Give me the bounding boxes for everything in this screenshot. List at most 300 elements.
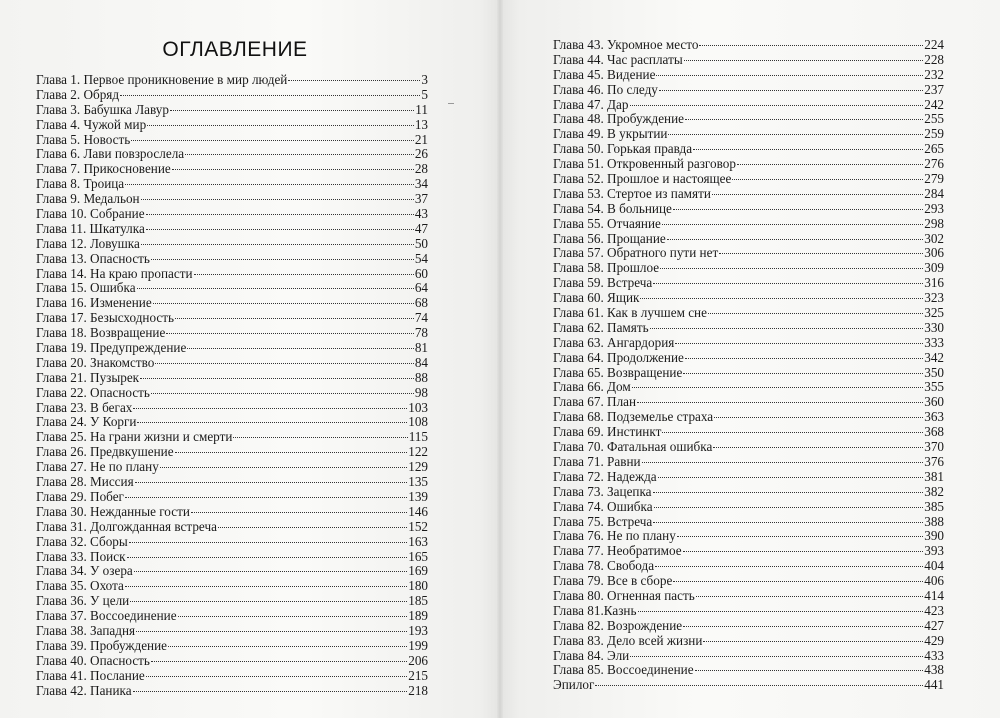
toc-entry bbox=[36, 207, 428, 222]
page-number: 388 bbox=[924, 513, 944, 529]
chapter-title: Глава 4. Чужой мир bbox=[36, 116, 147, 132]
toc-entry bbox=[553, 544, 944, 559]
chapter-title: Глава 57. Обратного пути нет bbox=[553, 245, 719, 261]
toc-entry bbox=[553, 455, 944, 470]
toc-entry bbox=[553, 604, 944, 619]
toc-entry bbox=[36, 401, 428, 416]
page-number: 50 bbox=[414, 235, 428, 251]
dot-leader bbox=[630, 656, 923, 657]
toc-entry bbox=[36, 460, 428, 475]
chapter-title: Глава 22. Опасность bbox=[36, 384, 150, 400]
toc-entry bbox=[36, 639, 428, 654]
dot-leader bbox=[675, 343, 923, 344]
page-number: 199 bbox=[408, 637, 428, 653]
toc-entry bbox=[553, 559, 944, 574]
page-number: 242 bbox=[924, 96, 944, 112]
toc-entry bbox=[553, 83, 944, 98]
toc-entry bbox=[36, 162, 428, 177]
page-number: 265 bbox=[924, 141, 944, 157]
chapter-title: Глава 81.Казнь bbox=[553, 602, 637, 618]
chapter-title: Глава 18. Возвращение bbox=[36, 325, 166, 341]
chapter-title: Глава 5. Новость bbox=[36, 131, 131, 147]
dot-leader bbox=[127, 557, 408, 558]
page-number: 228 bbox=[924, 51, 944, 67]
toc-entry bbox=[36, 371, 428, 386]
toc-entry bbox=[553, 678, 944, 693]
chapter-title: Глава 41. Послание bbox=[36, 667, 145, 683]
page-number: 325 bbox=[924, 305, 944, 321]
chapter-title: Глава 72. Надежда bbox=[553, 468, 657, 484]
chapter-title: Глава 20. Знакомство bbox=[36, 354, 155, 370]
chapter-title: Глава 76. Не по плану bbox=[553, 528, 676, 544]
page-number: 382 bbox=[924, 483, 944, 499]
chapter-title: Глава 42. Паника bbox=[36, 682, 132, 698]
dot-leader bbox=[130, 601, 407, 602]
chapter-title: Глава 26. Предвкушение bbox=[36, 444, 174, 460]
toc-entry bbox=[553, 127, 944, 142]
page-number: 206 bbox=[408, 652, 428, 668]
page-number: 237 bbox=[924, 81, 944, 97]
page-number: 404 bbox=[924, 558, 944, 574]
chapter-title: Глава 13. Опасность bbox=[36, 250, 150, 266]
dot-leader bbox=[696, 596, 923, 597]
page-number: 381 bbox=[924, 468, 944, 484]
page-number: 385 bbox=[924, 498, 944, 514]
page-number: 78 bbox=[414, 325, 428, 341]
toc-entry bbox=[553, 589, 944, 604]
page-number: 43 bbox=[414, 206, 428, 222]
dot-leader bbox=[677, 536, 923, 537]
chapter-title: Глава 24. У Корги bbox=[36, 414, 137, 430]
toc-entry bbox=[553, 246, 944, 261]
toc-entry bbox=[553, 68, 944, 83]
chapter-title: Глава 9. Медальон bbox=[36, 191, 140, 207]
page-number: 163 bbox=[408, 533, 428, 549]
page-number: 363 bbox=[924, 409, 944, 425]
chapter-title: Глава 51. Откровенный разговор bbox=[553, 156, 736, 172]
chapter-title: Глава 27. Не по плану bbox=[36, 459, 159, 475]
chapter-title: Глава 66. Дом bbox=[553, 379, 631, 395]
page-number: 323 bbox=[924, 290, 944, 306]
toc-entry bbox=[553, 53, 944, 68]
chapter-title: Эпилог bbox=[553, 677, 595, 693]
dot-leader bbox=[175, 452, 408, 453]
page-number: 360 bbox=[924, 394, 944, 410]
toc-entry bbox=[553, 217, 944, 232]
page-number: 122 bbox=[408, 444, 428, 460]
toc-entry bbox=[36, 147, 428, 162]
chapter-title: Глава 12. Ловушка bbox=[36, 235, 140, 251]
dot-leader bbox=[170, 110, 414, 111]
dot-leader bbox=[662, 224, 923, 225]
dot-leader bbox=[595, 685, 923, 686]
chapter-title: Глава 78. Свобода bbox=[553, 558, 655, 574]
page-number: 11 bbox=[415, 101, 428, 117]
chapter-title: Глава 48. Пробуждение bbox=[553, 111, 685, 127]
toc-entry bbox=[553, 366, 944, 381]
page-number: 103 bbox=[408, 399, 428, 415]
dot-leader bbox=[737, 164, 923, 165]
dot-leader bbox=[185, 154, 414, 155]
toc-entry bbox=[36, 311, 428, 326]
page-number: 342 bbox=[924, 349, 944, 365]
chapter-title: Глава 8. Троица bbox=[36, 176, 125, 192]
page-number: 368 bbox=[924, 424, 944, 440]
chapter-title: Глава 55. Отчаяние bbox=[553, 215, 661, 231]
toc-entry bbox=[36, 669, 428, 684]
dot-leader bbox=[140, 378, 414, 379]
dot-leader bbox=[233, 437, 407, 438]
toc-entry bbox=[553, 351, 944, 366]
toc-entry bbox=[553, 112, 944, 127]
dot-leader bbox=[191, 512, 407, 513]
dot-leader bbox=[137, 422, 407, 423]
dot-leader bbox=[632, 387, 923, 388]
chapter-title: Глава 75. Встреча bbox=[553, 513, 653, 529]
dot-leader bbox=[656, 75, 923, 76]
toc-entry bbox=[553, 157, 944, 172]
dot-leader bbox=[673, 209, 923, 210]
dot-leader bbox=[683, 551, 924, 552]
chapter-title: Глава 69. Инстинкт bbox=[553, 424, 662, 440]
dot-leader bbox=[712, 194, 923, 195]
chapter-title: Глава 71. Равни bbox=[553, 453, 641, 469]
chapter-title: Глава 21. Пузырек bbox=[36, 369, 140, 385]
dot-leader bbox=[168, 646, 407, 647]
toc-entry bbox=[36, 386, 428, 401]
dot-leader bbox=[133, 408, 407, 409]
chapter-title: Глава 63. Ангардория bbox=[553, 334, 675, 350]
toc-entry bbox=[553, 276, 944, 291]
chapter-title: Глава 47. Дар bbox=[553, 96, 629, 112]
toc-entry bbox=[553, 98, 944, 113]
page-number: 232 bbox=[924, 66, 944, 82]
toc-entry bbox=[553, 485, 944, 500]
page-number: 180 bbox=[408, 578, 428, 594]
toc-entry bbox=[553, 663, 944, 678]
page-number: 255 bbox=[924, 111, 944, 127]
chapter-title: Глава 77. Необратимое bbox=[553, 543, 682, 559]
dot-leader bbox=[153, 303, 414, 304]
dot-leader bbox=[683, 626, 923, 627]
chapter-title: Глава 79. Все в сборе bbox=[553, 573, 673, 589]
dot-leader bbox=[642, 462, 924, 463]
dot-leader bbox=[640, 298, 923, 299]
page-number: 68 bbox=[414, 295, 428, 311]
toc-entry bbox=[553, 500, 944, 515]
page-number: 74 bbox=[414, 310, 428, 326]
chapter-title: Глава 50. Горькая правда bbox=[553, 141, 693, 157]
toc-entry bbox=[553, 380, 944, 395]
page-number: 115 bbox=[408, 429, 428, 445]
toc-entry bbox=[36, 475, 428, 490]
chapter-title: Глава 10. Собрание bbox=[36, 206, 145, 222]
page-number: 81 bbox=[414, 340, 428, 356]
page-number: 259 bbox=[924, 126, 944, 142]
page-number: 393 bbox=[924, 543, 944, 559]
page-number: 309 bbox=[924, 260, 944, 276]
page-number: 218 bbox=[408, 682, 428, 698]
toc-entry bbox=[36, 430, 428, 445]
page-number: 129 bbox=[408, 459, 428, 475]
page-number: 152 bbox=[408, 518, 428, 534]
dot-leader bbox=[714, 417, 923, 418]
chapter-title: Глава 56. Прощание bbox=[553, 230, 666, 246]
dot-leader bbox=[155, 363, 413, 364]
page-number: 376 bbox=[924, 453, 944, 469]
dot-leader bbox=[147, 125, 414, 126]
chapter-title: Глава 59. Встреча bbox=[553, 275, 653, 291]
dot-leader bbox=[708, 313, 923, 314]
dot-leader bbox=[141, 199, 414, 200]
dot-leader bbox=[693, 149, 923, 150]
toc-entry bbox=[553, 470, 944, 485]
toc-entry bbox=[36, 624, 428, 639]
chapter-title: Глава 39. Пробуждение bbox=[36, 637, 168, 653]
dot-leader bbox=[699, 45, 923, 46]
page-number: 146 bbox=[408, 503, 428, 519]
page-number: 84 bbox=[414, 354, 428, 370]
chapter-title: Глава 17. Безысходность bbox=[36, 310, 175, 326]
chapter-title: Глава 85. Воссоединение bbox=[553, 662, 694, 678]
toc-entry bbox=[553, 38, 944, 53]
dot-leader bbox=[135, 482, 408, 483]
dot-leader bbox=[125, 497, 407, 498]
toc-entry bbox=[36, 594, 428, 609]
chapter-title: Глава 11. Шкатулка bbox=[36, 220, 145, 236]
chapter-title: Глава 80. Огненная пасть bbox=[553, 587, 695, 603]
dot-leader bbox=[662, 432, 923, 433]
page-number: 26 bbox=[414, 146, 428, 162]
chapter-title: Глава 43. Укромное место bbox=[553, 37, 699, 52]
page-number: 165 bbox=[408, 548, 428, 564]
page-number: 13 bbox=[414, 116, 428, 132]
page-number: 406 bbox=[924, 573, 944, 589]
chapter-title: Глава 52. Прошлое и настоящее bbox=[553, 171, 732, 187]
toc-entry bbox=[36, 118, 428, 133]
page-number: 370 bbox=[924, 439, 944, 455]
chapter-title: Глава 14. На краю пропасти bbox=[36, 265, 193, 281]
toc-list-left bbox=[36, 73, 428, 698]
chapter-title: Глава 62. Память bbox=[553, 319, 649, 335]
chapter-title: Глава 53. Стертое из памяти bbox=[553, 185, 711, 201]
dot-leader bbox=[719, 253, 923, 254]
toc-entry bbox=[553, 142, 944, 157]
chapter-title: Глава 65. Возвращение bbox=[553, 364, 683, 380]
chapter-title: Глава 6. Лави повзрослела bbox=[36, 146, 185, 162]
chapter-title: Глава 16. Изменение bbox=[36, 295, 152, 311]
toc-entry bbox=[553, 410, 944, 425]
page-number: 293 bbox=[924, 200, 944, 216]
dot-leader bbox=[194, 274, 414, 275]
page-number: 139 bbox=[408, 488, 428, 504]
toc-entry bbox=[36, 177, 428, 192]
page-number: 316 bbox=[924, 275, 944, 291]
toc-entry bbox=[553, 172, 944, 187]
chapter-title: Глава 31. Долгожданная встреча bbox=[36, 518, 217, 534]
dot-leader bbox=[653, 522, 923, 523]
toc-entry bbox=[36, 654, 428, 669]
toc-entry bbox=[553, 515, 944, 530]
chapter-title: Глава 37. Воссоединение bbox=[36, 608, 177, 624]
toc-entry bbox=[553, 649, 944, 664]
toc-entry bbox=[36, 520, 428, 535]
page-number: 224 bbox=[924, 37, 944, 52]
book-gutter bbox=[497, 0, 503, 718]
page-number: 279 bbox=[924, 171, 944, 187]
chapter-title: Глава 46. По следу bbox=[553, 81, 658, 97]
dot-leader bbox=[151, 259, 414, 260]
toc-entry bbox=[36, 296, 428, 311]
dot-leader bbox=[684, 60, 924, 61]
chapter-title: Глава 23. В бегах bbox=[36, 399, 133, 415]
chapter-title: Глава 58. Прошлое bbox=[553, 260, 660, 276]
page-number: 355 bbox=[924, 379, 944, 395]
toc-entry bbox=[36, 609, 428, 624]
toc-entry bbox=[553, 440, 944, 455]
chapter-title: Глава 73. Зацепка bbox=[553, 483, 652, 499]
toc-entry bbox=[553, 336, 944, 351]
dot-leader bbox=[125, 184, 414, 185]
dot-leader bbox=[125, 586, 407, 587]
toc-list-right bbox=[553, 38, 944, 693]
page-number: 54 bbox=[414, 250, 428, 266]
chapter-title: Глава 28. Миссия bbox=[36, 474, 134, 490]
toc-entry bbox=[36, 579, 428, 594]
toc-entry bbox=[36, 326, 428, 341]
page-number: 333 bbox=[924, 334, 944, 350]
dot-leader bbox=[288, 80, 420, 81]
dot-leader bbox=[166, 333, 414, 334]
paper-speck bbox=[448, 103, 454, 104]
chapter-title: Глава 38. Западня bbox=[36, 622, 136, 638]
chapter-title: Глава 36. У цели bbox=[36, 593, 130, 609]
dot-leader bbox=[151, 393, 414, 394]
toc-entry bbox=[36, 490, 428, 505]
toc-entry bbox=[553, 321, 944, 336]
chapter-title: Глава 32. Сборы bbox=[36, 533, 128, 549]
page-number: 37 bbox=[414, 191, 428, 207]
dot-leader bbox=[151, 661, 407, 662]
chapter-title: Глава 34. У озера bbox=[36, 563, 133, 579]
page-number: 28 bbox=[414, 161, 428, 177]
chapter-title: Глава 25. На грани жизни и смерти bbox=[36, 429, 233, 445]
dot-leader bbox=[134, 571, 407, 572]
toc-entry bbox=[36, 267, 428, 282]
page-number: 306 bbox=[924, 245, 944, 261]
page-number: 34 bbox=[414, 176, 428, 192]
dot-leader bbox=[131, 140, 414, 141]
toc-entry bbox=[36, 88, 428, 103]
page-number: 98 bbox=[414, 384, 428, 400]
toc-entry bbox=[36, 237, 428, 252]
chapter-title: Глава 49. В укрытии bbox=[553, 126, 668, 142]
chapter-title: Глава 60. Ящик bbox=[553, 290, 640, 306]
dot-leader bbox=[654, 507, 924, 508]
dot-leader bbox=[667, 239, 923, 240]
chapter-title: Глава 82. Возрождение bbox=[553, 617, 683, 633]
dot-leader bbox=[637, 402, 923, 403]
dot-leader bbox=[655, 566, 923, 567]
dot-leader bbox=[658, 477, 924, 478]
toc-entry bbox=[36, 252, 428, 267]
chapter-title: Глава 54. В больнице bbox=[553, 200, 672, 216]
page-number: 135 bbox=[408, 474, 428, 490]
chapter-title: Глава 64. Продолжение bbox=[553, 349, 684, 365]
toc-title: ОГЛАВЛЕНИЕ bbox=[162, 38, 308, 61]
chapter-title: Глава 84. Эли bbox=[553, 647, 630, 663]
toc-entry bbox=[36, 281, 428, 296]
dot-leader bbox=[146, 214, 414, 215]
dot-leader bbox=[129, 542, 407, 543]
page-number: 215 bbox=[408, 667, 428, 683]
chapter-title: Глава 67. План bbox=[553, 394, 637, 410]
dot-leader bbox=[695, 670, 924, 671]
chapter-title: Глава 45. Видение bbox=[553, 66, 656, 82]
page-number: 185 bbox=[408, 593, 428, 609]
page-number: 189 bbox=[408, 608, 428, 624]
dot-leader bbox=[685, 119, 923, 120]
toc-entry bbox=[36, 222, 428, 237]
toc-entry bbox=[36, 684, 428, 699]
toc-entry bbox=[553, 395, 944, 410]
chapter-title: Глава 19. Предупреждение bbox=[36, 340, 187, 356]
dot-leader bbox=[146, 676, 407, 677]
toc-entry bbox=[36, 535, 428, 550]
page-number: 414 bbox=[924, 587, 944, 603]
chapter-title: Глава 3. Бабушка Лавур bbox=[36, 101, 169, 117]
dot-leader bbox=[137, 288, 414, 289]
chapter-title: Глава 2. Обряд bbox=[36, 86, 120, 102]
page-number: 108 bbox=[408, 414, 428, 430]
page-number: 427 bbox=[924, 617, 944, 633]
page-number: 390 bbox=[924, 528, 944, 544]
dot-leader bbox=[683, 373, 923, 374]
page-number: 47 bbox=[414, 220, 428, 236]
dot-leader bbox=[146, 229, 414, 230]
chapter-title: Глава 1. Первое проникновение в мир людей bbox=[36, 72, 288, 87]
dot-leader bbox=[668, 134, 923, 135]
toc-entry bbox=[36, 415, 428, 430]
toc-entry bbox=[553, 202, 944, 217]
toc-entry bbox=[36, 341, 428, 356]
dot-leader bbox=[178, 616, 408, 617]
toc-entry bbox=[553, 232, 944, 247]
dot-leader bbox=[160, 467, 407, 468]
dot-leader bbox=[187, 348, 414, 349]
dot-leader bbox=[172, 169, 414, 170]
page-number: 276 bbox=[924, 156, 944, 172]
page-number: 60 bbox=[414, 265, 428, 281]
chapter-title: Глава 7. Прикосновение bbox=[36, 161, 171, 177]
chapter-title: Глава 40. Опасность bbox=[36, 652, 150, 668]
dot-leader bbox=[659, 90, 923, 91]
page-number: 298 bbox=[924, 215, 944, 231]
toc-entry bbox=[553, 261, 944, 276]
dot-leader bbox=[120, 95, 420, 96]
dot-leader bbox=[660, 268, 923, 269]
page-number: 302 bbox=[924, 230, 944, 246]
dot-leader bbox=[133, 691, 408, 692]
toc-entry bbox=[36, 133, 428, 148]
dot-leader bbox=[713, 447, 923, 448]
toc-entry bbox=[553, 634, 944, 649]
page-number: 88 bbox=[414, 369, 428, 385]
chapter-title: Глава 15. Ошибка bbox=[36, 280, 136, 296]
dot-leader bbox=[218, 527, 407, 528]
toc-entry bbox=[553, 619, 944, 634]
chapter-title: Глава 44. Час расплаты bbox=[553, 51, 683, 67]
